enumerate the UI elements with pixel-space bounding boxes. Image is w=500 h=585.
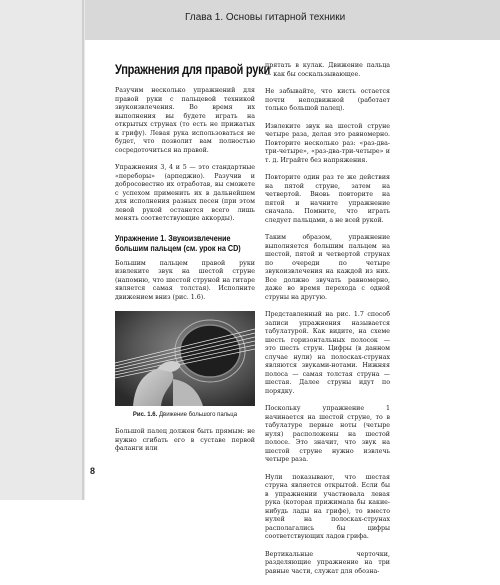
page-number: 8: [90, 466, 96, 476]
paragraph: Вертикальные черточки, разделяющие упражнение на три равные части, служат для обозна-: [265, 550, 390, 575]
paragraph: Большим пальцем правой руки извлеките звук на шестой струне (напомню, что шестой струной на гитаре является самая толстая). Исполните движением вниз (рис. 1.6).: [115, 259, 255, 301]
gutter-divider: [82, 0, 84, 500]
paragraph: Представленный на рис. 1.7 способ записи упражнения называется табулатурой. Как видите, на схеме шесть горизонтальных полосок — это шесть струн. Цифры (в данном случае нули) на полосках-струнах являются звуками-нотами. Нижняя полоса — самая толстая струна — шестая. Далее струны идут по порядку.: [265, 311, 390, 395]
subsection-title: Упражнение 1. Звукоизвлечение большим пальцем (см. урок на CD): [115, 232, 241, 253]
paragraph: Повторите один раз те же действия на пятой струне, затем на четвертой. Вновь повторите на пятой и начните упражнение сначала. Помните, что играть следует пальцами, а не всей рукой.: [265, 174, 390, 224]
left-column: [115, 62, 271, 463]
guitar-thumb-photo: [115, 311, 255, 406]
paragraph: Поскольку упражнение 1 начинается на шестой струне, то в табулатуре первые ноты (четыре нуля) расположены на шестой полосе. Это значит, что звук на шестой струне нужно извлечь четыре раза.: [265, 405, 390, 463]
figure-caption-text: Движение большого пальца: [158, 412, 238, 418]
paragraph: Большой палец должен быть прямым: не нужно сгибать его в суставе первой фаланги или: [115, 428, 255, 452]
section-title: Упражнения для правой руки: [115, 62, 271, 77]
page-gutter: [0, 0, 85, 500]
paragraph: Упражнения 3, 4 и 5 — это стандартные «переборы» (арпеджио). Разучив и добросовестно их отработав, вы сможете с успехом применить их в дальнейшем для исполнения разных песен (при этом левой рукой останется всего лишь менять соответствующие аккорды).: [115, 164, 255, 222]
page-header: [85, 0, 500, 40]
figure-caption: [115, 412, 255, 418]
paragraph: Извлеките звук на шестой струне четыре раза, делая это равномерно. Повторите несколько раз: «раз-два-три-четыре», «раз-два-три-четыре» и т. д. Играйте без напряжения.: [265, 122, 390, 164]
paragraph: Нули показывают, что шестая струна является открытой. Если бы в упражнении участвовала левая рука (которая прижимала бы какие-нибудь лады на грифе), то вместо нулей на полосках-струнах располагались бы цифры соответствующих ладов грифа.: [265, 473, 390, 540]
paragraph: прятать в кулак. Движение пальца — как бы соскальзывающее.: [265, 62, 390, 78]
chapter-title: Глава 1. Основы гитарной техники: [185, 12, 346, 23]
paragraph: Таким образом, упражнение выполняется большим пальцем на шестой, пятой и четвертой струнах по очереди по четыре звукоизвлечения на каждой из них. Все должно звучать равномерно, даже во время перехода с одной струны на другую.: [265, 234, 390, 301]
right-column: [265, 62, 390, 585]
guitar-photo-illustration: [115, 311, 255, 406]
paragraph: Разучим несколько упражнений для правой руки с пальцевой техникой звукоизвлечения. Во время их выполнения вы будете играть на открытых струнах (то есть не прижатых к грифу). Левая рука использоваться не будет, что позволит вам полностью сосредоточиться на правой.: [115, 87, 255, 154]
figure-label: Рис. 1.6.: [132, 412, 158, 418]
paragraph: Не забывайте, что кисть остается почти неподвижной (работает только большой палец).: [265, 88, 390, 112]
